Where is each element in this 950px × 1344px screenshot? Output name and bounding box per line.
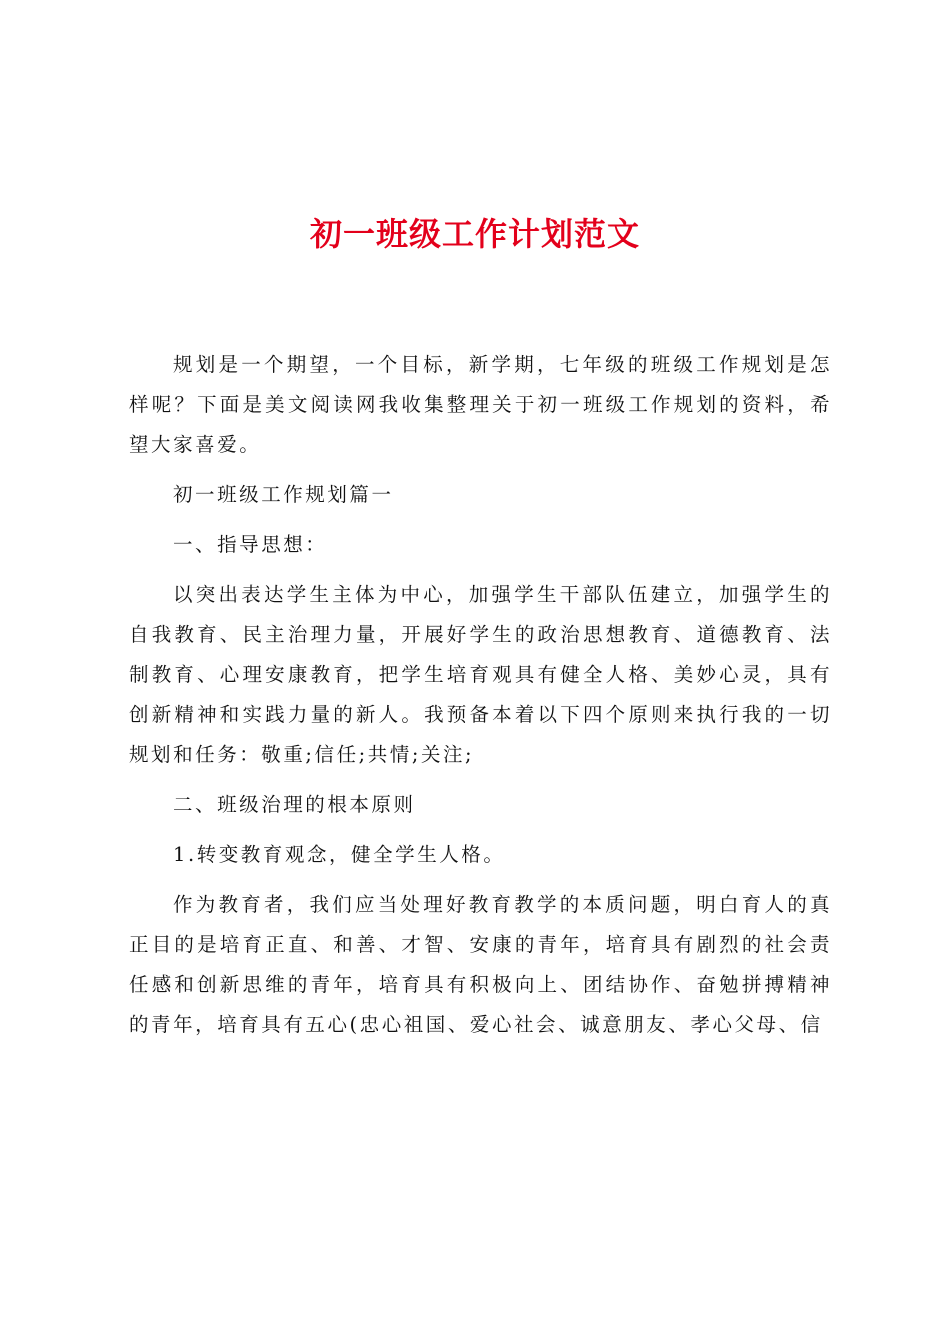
paragraph-heading-guiding-thought: 一、指导思想：: [173, 533, 328, 556]
paragraph-educator: 作为教育者，我们应当处理好教育教学的本质问题，明白育人的真正目的是培育正直、和善、才智、安康的青年，培育具有剧烈的社会责任感和创新思维的青年，培育具有积极向上、团结协作、奋勉拼搏精神的青年，培育具有五心(忠心祖国、爱心社会、诚意朋友、孝心父母、信: [129, 893, 832, 1036]
paragraph-intro: 规划是一个期望，一个目标，新学期，七年级的班级工作规划是怎样呢？下面是美文阅读网我收集整理关于初一班级工作规划的资料，希望大家喜爱。: [129, 353, 832, 456]
paragraph-principle-1: 1.转变教育观念，健全学生人格。: [173, 843, 506, 866]
document-title: 初一班级工作计划范文: [309, 215, 640, 253]
paragraph-heading-principles: 二、班级治理的根本原则: [173, 793, 416, 816]
document-body: [129, 345, 832, 1055]
paragraph-guiding-thought: 以突出表达学生主体为中心，加强学生干部队伍建立，加强学生的自我教育、民主治理力量，开展好学生的政治思想教育、道德教育、法制教育、心理安康教育，把学生培育观具有健全人格、美妙心灵，具有创新精神和实践力量的新人。我预备本着以下四个原则来执行我的一切规划和任务：敬重;信任;共情;关注;: [129, 583, 832, 766]
paragraph-section-heading: 初一班级工作规划篇一: [173, 483, 394, 506]
